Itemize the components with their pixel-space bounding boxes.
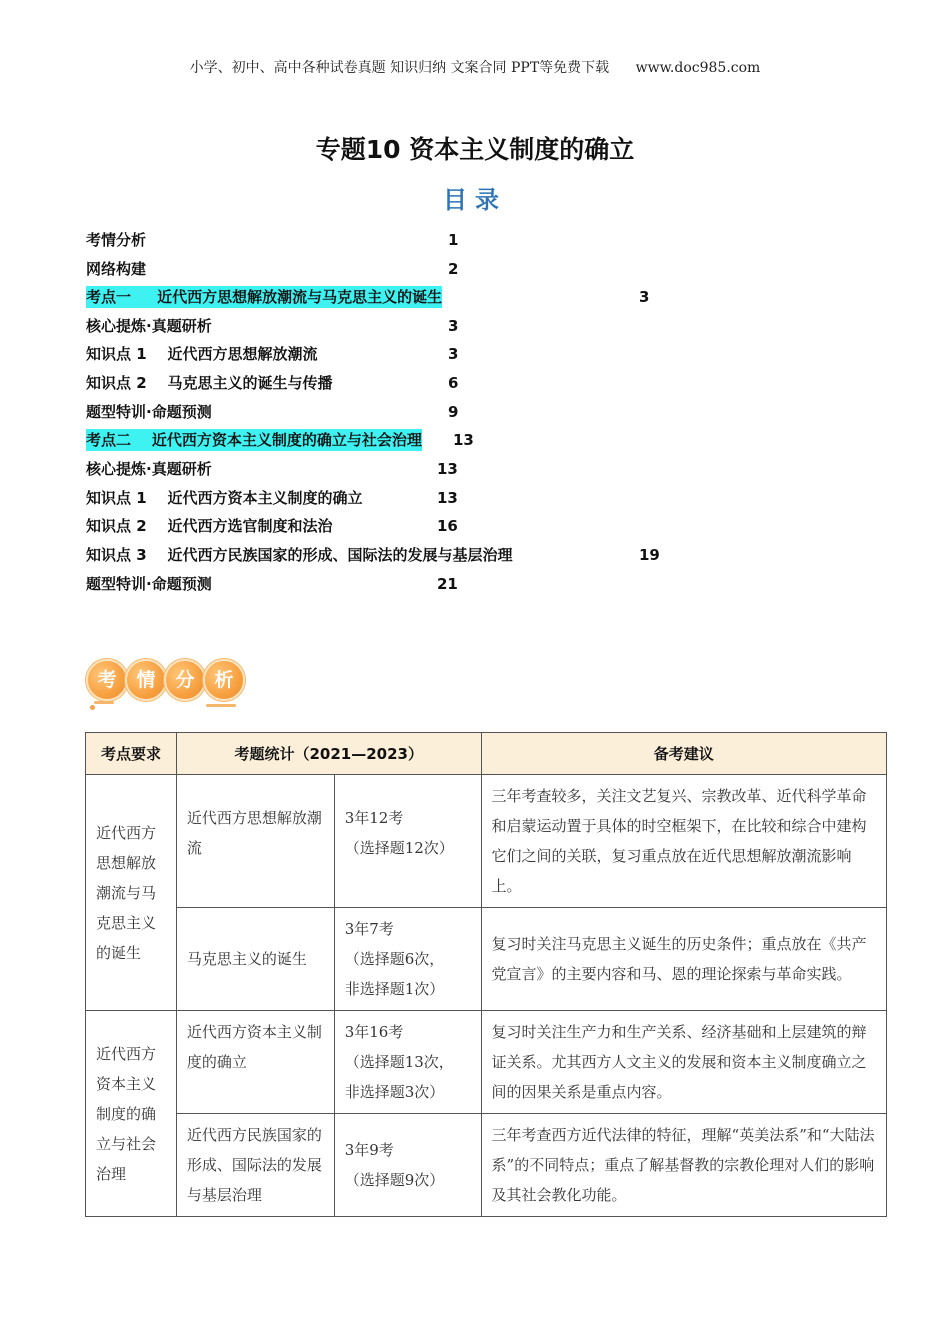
toc-item-label: 题型特训·命题预测 [86, 403, 212, 421]
toc-item-label: 核心提炼·真题研析 [86, 317, 212, 335]
table-row [86, 1114, 887, 1217]
table-row [86, 775, 887, 908]
subtopic-cell: 近代西方资本主义制度的确立 [176, 1011, 334, 1114]
advice-cell: 三年考查西方近代法律的特征，理解“英美法系”和“大陆法系”的不同特点；重点了解基督教的宗教伦理对人们的影响及其社会教化功能。 [481, 1114, 886, 1217]
toc-item-page: 9 [448, 403, 459, 421]
page-header [0, 57, 950, 77]
table-header-row [86, 733, 887, 775]
toc-item-label: 知识点 1 近代西方思想解放潮流 [86, 345, 318, 363]
badge-char: 分 [164, 659, 206, 701]
stat-cell: 3年7考 （选择题6次， 非选择题1次） [334, 908, 481, 1011]
toc-item-label: 知识点 1 近代西方资本主义制度的确立 [86, 489, 363, 507]
header-url[interactable]: www.doc985.com [635, 60, 761, 76]
toc-item-label: 考点二 近代西方资本主义制度的确立与社会治理 [86, 431, 422, 449]
badge-char: 情 [125, 659, 167, 701]
toc-item-page: 6 [448, 374, 459, 392]
toc-item-page: 13 [453, 431, 474, 449]
toc-item-page: 3 [639, 288, 650, 306]
topic-cell: 近代西方思想解放潮流与马克思主义的诞生 [86, 775, 177, 1011]
table-header-cell: 考题统计（2021—2023） [176, 733, 481, 775]
toc-item-label: 知识点 2 近代西方选官制度和法治 [86, 517, 333, 535]
toc-item-label: 网络构建 [86, 260, 147, 278]
advice-cell: 三年考查较多，关注文艺复兴、宗教改革、近代科学革命和启蒙运动置于具体的时空框架下，在比较和综合中建构它们之间的关联，复习重点放在近代思想解放潮流影响上。 [481, 775, 886, 908]
badge-char: 考 [86, 659, 128, 701]
subtopic-cell: 马克思主义的诞生 [176, 908, 334, 1011]
toc-item-page: 16 [437, 517, 458, 535]
toc-item-page: 21 [437, 575, 458, 593]
toc-item-label: 知识点 3 近代西方民族国家的形成、国际法的发展与基层治理 [86, 546, 513, 564]
badge-char: 析 [203, 659, 245, 701]
badge-decoration [90, 705, 95, 710]
toc-item-label: 题型特训·命题预测 [86, 575, 212, 593]
table-row [86, 1011, 887, 1114]
toc-heading: 目录 [443, 186, 507, 214]
section-badge-exam-analysis [86, 655, 246, 709]
toc-item-label: 考情分析 [86, 231, 147, 249]
advice-cell: 复习时关注生产力和生产关系、经济基础和上层建筑的辩证关系。尤其西方人文主义的发展和资本主义制度确立之间的因果关系是重点内容。 [481, 1011, 886, 1114]
header-text: 小学、初中、高中各种试卷真题 知识归纳 文案合同 PPT等免费下载 [189, 60, 610, 76]
stat-cell: 3年16考 （选择题13次， 非选择题3次） [334, 1011, 481, 1114]
page-title: 专题10 资本主义制度的确立 [315, 135, 635, 164]
table-row [86, 908, 887, 1011]
table-header-cell: 备考建议 [481, 733, 886, 775]
stat-cell: 3年12考 （选择题12次） [334, 775, 481, 908]
toc-item-page: 19 [639, 546, 660, 564]
stat-cell: 3年9考 （选择题9次） [334, 1114, 481, 1217]
toc-item-page: 13 [437, 460, 458, 478]
subtopic-cell: 近代西方思想解放潮流 [176, 775, 334, 908]
toc-item-page: 3 [448, 317, 459, 335]
toc-item-page: 2 [448, 260, 459, 278]
exam-requirements-table [85, 732, 887, 1217]
badge-decoration [206, 704, 236, 707]
toc-item-page: 13 [437, 489, 458, 507]
table-header-cell: 考点要求 [86, 733, 177, 775]
toc-item-label: 知识点 2 马克思主义的诞生与传播 [86, 374, 333, 392]
topic-cell: 近代西方资本主义制度的确立与社会治理 [86, 1011, 177, 1217]
toc-item-label: 核心提炼·真题研析 [86, 460, 212, 478]
toc-item-page: 3 [448, 345, 459, 363]
toc-item-page: 1 [448, 231, 459, 249]
badge-decoration [94, 701, 114, 704]
subtopic-cell: 近代西方民族国家的形成、国际法的发展与基层治理 [176, 1114, 334, 1217]
advice-cell: 复习时关注马克思主义诞生的历史条件；重点放在《共产党宣言》的主要内容和马、恩的理论探索与革命实践。 [481, 908, 886, 1011]
toc-item-label: 考点一 近代西方思想解放潮流与马克思主义的诞生 [86, 288, 443, 306]
